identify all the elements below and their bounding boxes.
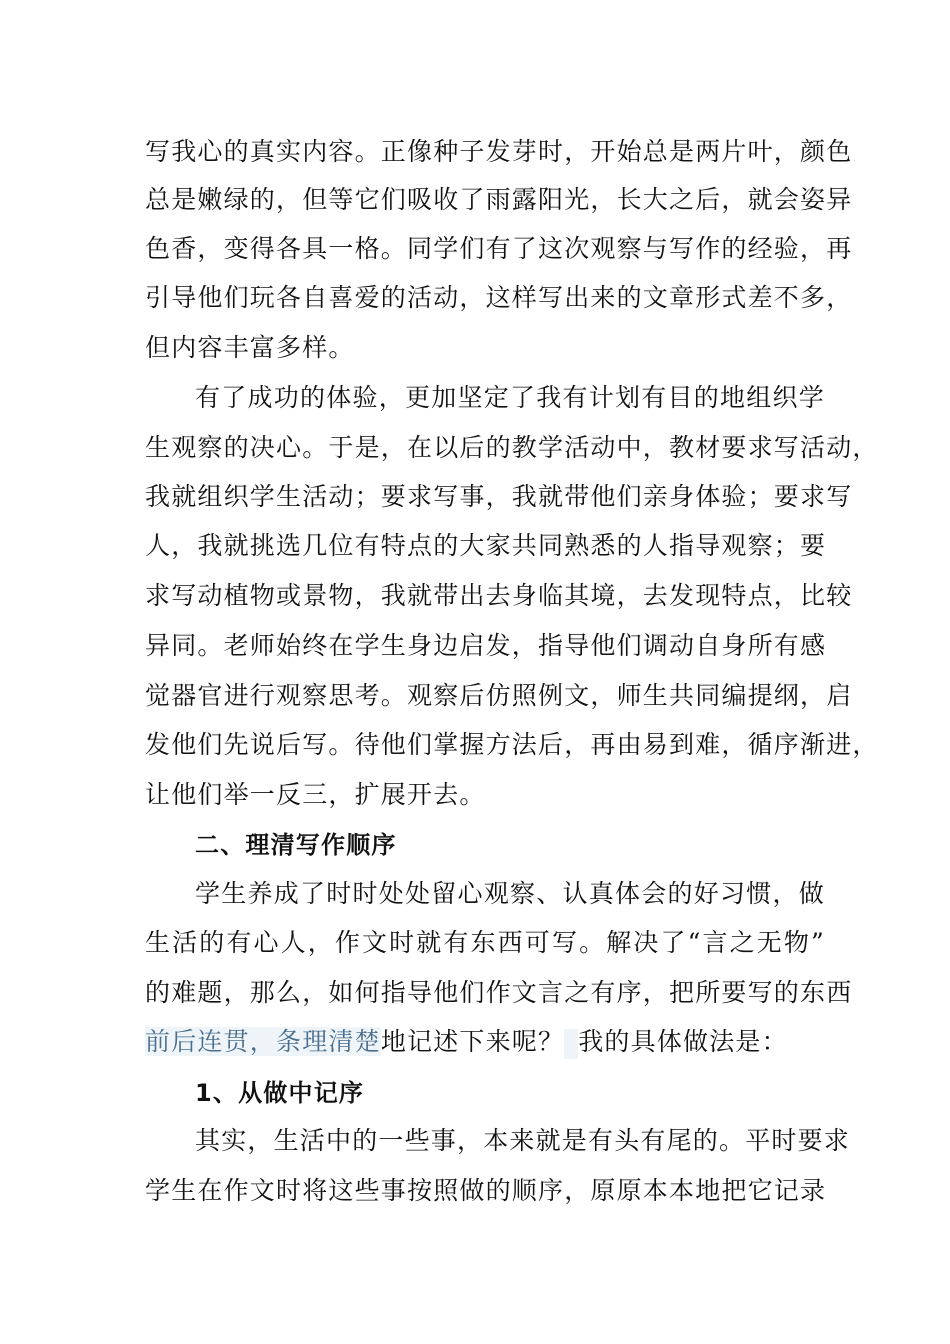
text-line: 觉器官进行观察思考。观察后仿照例文，师生共同编提纲，启 [145, 681, 853, 710]
text-line: 让他们举一反三，扩展开去。 [145, 780, 486, 809]
text-segment: 地记述下来呢？ [380, 1027, 565, 1056]
text-line: 生观察的决心。于是，在以后的教学活动中，教材要求写活动， [145, 433, 879, 462]
text-line: 但内容丰富多样。 [145, 333, 355, 362]
paragraph-first-line: 其实，生活中的一些事，本来就是有头有尾的。平时要求 [195, 1126, 851, 1155]
text-line: 总是嫩绿的，但等它们吸收了雨露阳光，长大之后，就会姿异 [145, 185, 853, 214]
text-line: 色香，变得各具一格。同学们有了这次观察与写作的经验，再 [145, 234, 853, 263]
paragraph-first-line: 有了成功的体验，更加坚定了我有计划有目的地组织学 [195, 383, 825, 412]
highlight-gap [564, 1029, 578, 1059]
text-line: 我就组织学生活动；要求写事，我就带他们亲身体验；要求写 [145, 482, 853, 511]
text-line: 写我心的真实内容。正像种子发芽时，开始总是两片叶，颜色 [145, 137, 853, 166]
section-heading: 二、理清写作顺序 [195, 831, 397, 859]
text-segment: 我的具体做法是： [578, 1027, 788, 1056]
text-line: 异同。老师始终在学生身边启发，指导他们调动自身所有感 [145, 631, 827, 660]
subsection-heading: 1、从做中记序 [195, 1079, 365, 1107]
text-line: 引导他们玩各自喜爱的活动，这样写出来的文章形式差不多， [145, 283, 853, 312]
text-line: 求写动植物或景物，我就带出去身临其境，去发现特点，比较 [145, 581, 853, 610]
text-line: 的难题，那么，如何指导他们作文言之有序，把所要写的东西 [145, 978, 853, 1007]
highlighted-text-line [145, 1022, 825, 1062]
text-line: 生活的有心人，作文时就有东西可写。解决了“言之无物” [145, 928, 825, 957]
text-line: 人，我就挑选几位有特点的大家共同熟悉的人指导观察；要 [145, 531, 827, 560]
text-line: 发他们先说后写。待他们掌握方法后，再由易到难，循序渐进， [145, 730, 879, 759]
text-line: 学生在作文时将这些事按照做的顺序，原原本本地把它记录 [145, 1176, 827, 1205]
paragraph-first-line: 学生养成了时时处处留心观察、认真体会的好习惯，做 [195, 879, 825, 908]
highlighted-text: 前后连贯，条理清楚 [145, 1027, 381, 1056]
